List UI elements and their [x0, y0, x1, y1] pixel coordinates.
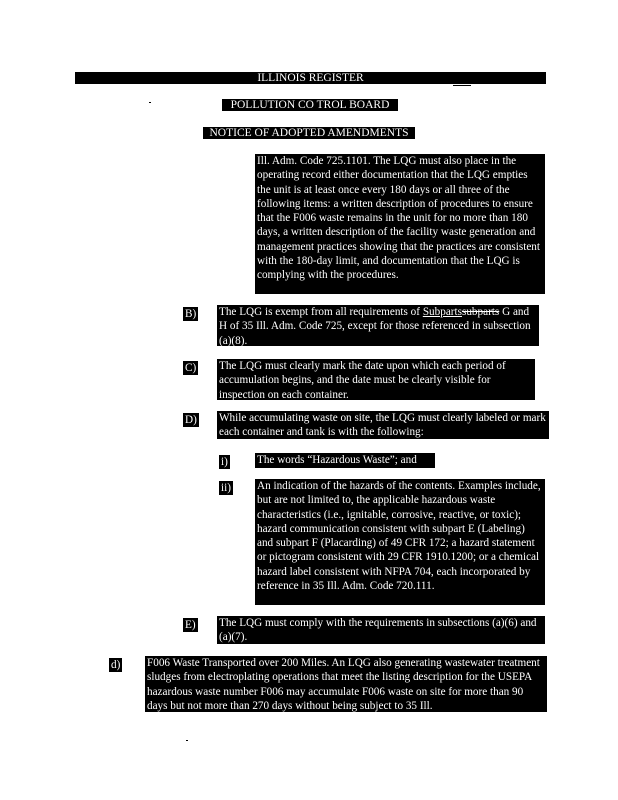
section-d-label-text: d): [111, 659, 121, 671]
item-c-text: The LQG must clearly mark the date upon which each period of accumulation begins, and the date must be clearly visible for inspection on each container.: [219, 360, 506, 401]
item-d-ii-label-text: ii): [221, 482, 231, 494]
item-b-label-text: B): [185, 308, 197, 320]
item-e-text: The LQG must comply with the requirements in subsections (a)(6) and (a)(7).: [219, 617, 537, 644]
continuation-paragraph: [255, 154, 545, 294]
item-d-ii-label: [219, 481, 233, 495]
scan-speck: [453, 85, 471, 86]
section-d-text: F006 Waste Transported over 200 Miles. An LQG also generating wastewater treatment sludges from electroplating operations that meet the listing description for the USEPA hazardous waste number F006 may accumulate F006 waste on site for more than 90 days but not more than 270 days without being subject to 35 Ill.: [147, 657, 540, 712]
item-c-paragraph: [217, 359, 535, 400]
notice-heading: [203, 127, 415, 139]
item-b-text-after: G and H of 35 Ill. Adm. Code 725, except for those referenced in subsection (a)(8).: [219, 306, 531, 347]
scan-speck: [186, 740, 188, 741]
item-b-paragraph: [217, 305, 539, 346]
item-e-label: [183, 618, 198, 632]
item-d-paragraph: [217, 411, 549, 439]
item-e-label-text: E): [185, 619, 196, 631]
item-d-i-label: [219, 455, 230, 469]
item-d-label: [183, 413, 199, 427]
register-title: [75, 72, 546, 84]
continuation-text: Ill. Adm. Code 725.1101. The LQG must also place in the operating record either documentation that the LQG empties the unit is at least once every 180 days or all three of the following items: a written description of procedures to ensure that the F006 waste remains in the unit for no more than 180 days, a written description of the facility waste generation and management practices showing that the practices are consistent with the 180-day limit, and documentation that the LQG is complying with the procedures.: [257, 155, 540, 282]
scan-speck: [149, 102, 151, 103]
item-b-deleted: subparts: [461, 306, 500, 318]
section-d-paragraph: [145, 656, 547, 712]
notice-heading-text: NOTICE OF ADOPTED AMENDMENTS: [209, 127, 409, 139]
item-e-paragraph: [217, 616, 545, 644]
item-c-label-text: C): [185, 362, 197, 374]
item-d-text: While accumulating waste on site, the LQG must clearly labeled or mark each container and tank is with the following:: [219, 412, 546, 439]
item-b-label: [183, 307, 198, 321]
item-d-i-paragraph: [255, 453, 435, 468]
item-b-inserted: Subparts: [422, 306, 462, 318]
item-d-ii-paragraph: [255, 479, 545, 605]
register-title-text: ILLINOIS REGISTER: [257, 72, 364, 84]
item-c-label: [183, 361, 198, 375]
item-d-i-label-text: i): [221, 456, 228, 468]
board-name: [222, 99, 398, 111]
board-name-text: POLLUTION CO TROL BOARD: [230, 99, 390, 111]
item-d-ii-text: An indication of the hazards of the contents. Examples include, but are not limited to, the applicable hazardous waste characteristics (i.e., ignitable, corrosive, reactive, or toxic); hazard communication consistent with subpart E (Labeling) and subpart F (Placarding) of 49 CFR 172; a hazard statement or pictogram consistent with 29 CFR 1910.1200; or a chemical hazard label consistent with NFPA 704, each incorporated by reference in 35 Ill. Adm. Code 720.111.: [257, 480, 541, 593]
section-d-label: [109, 658, 122, 672]
item-d-label-text: D): [185, 414, 197, 426]
item-d-i-text: The words “Hazardous Waste”; and: [257, 454, 417, 466]
item-b-text-before: The LQG is exempt from all requirements of: [219, 306, 423, 318]
